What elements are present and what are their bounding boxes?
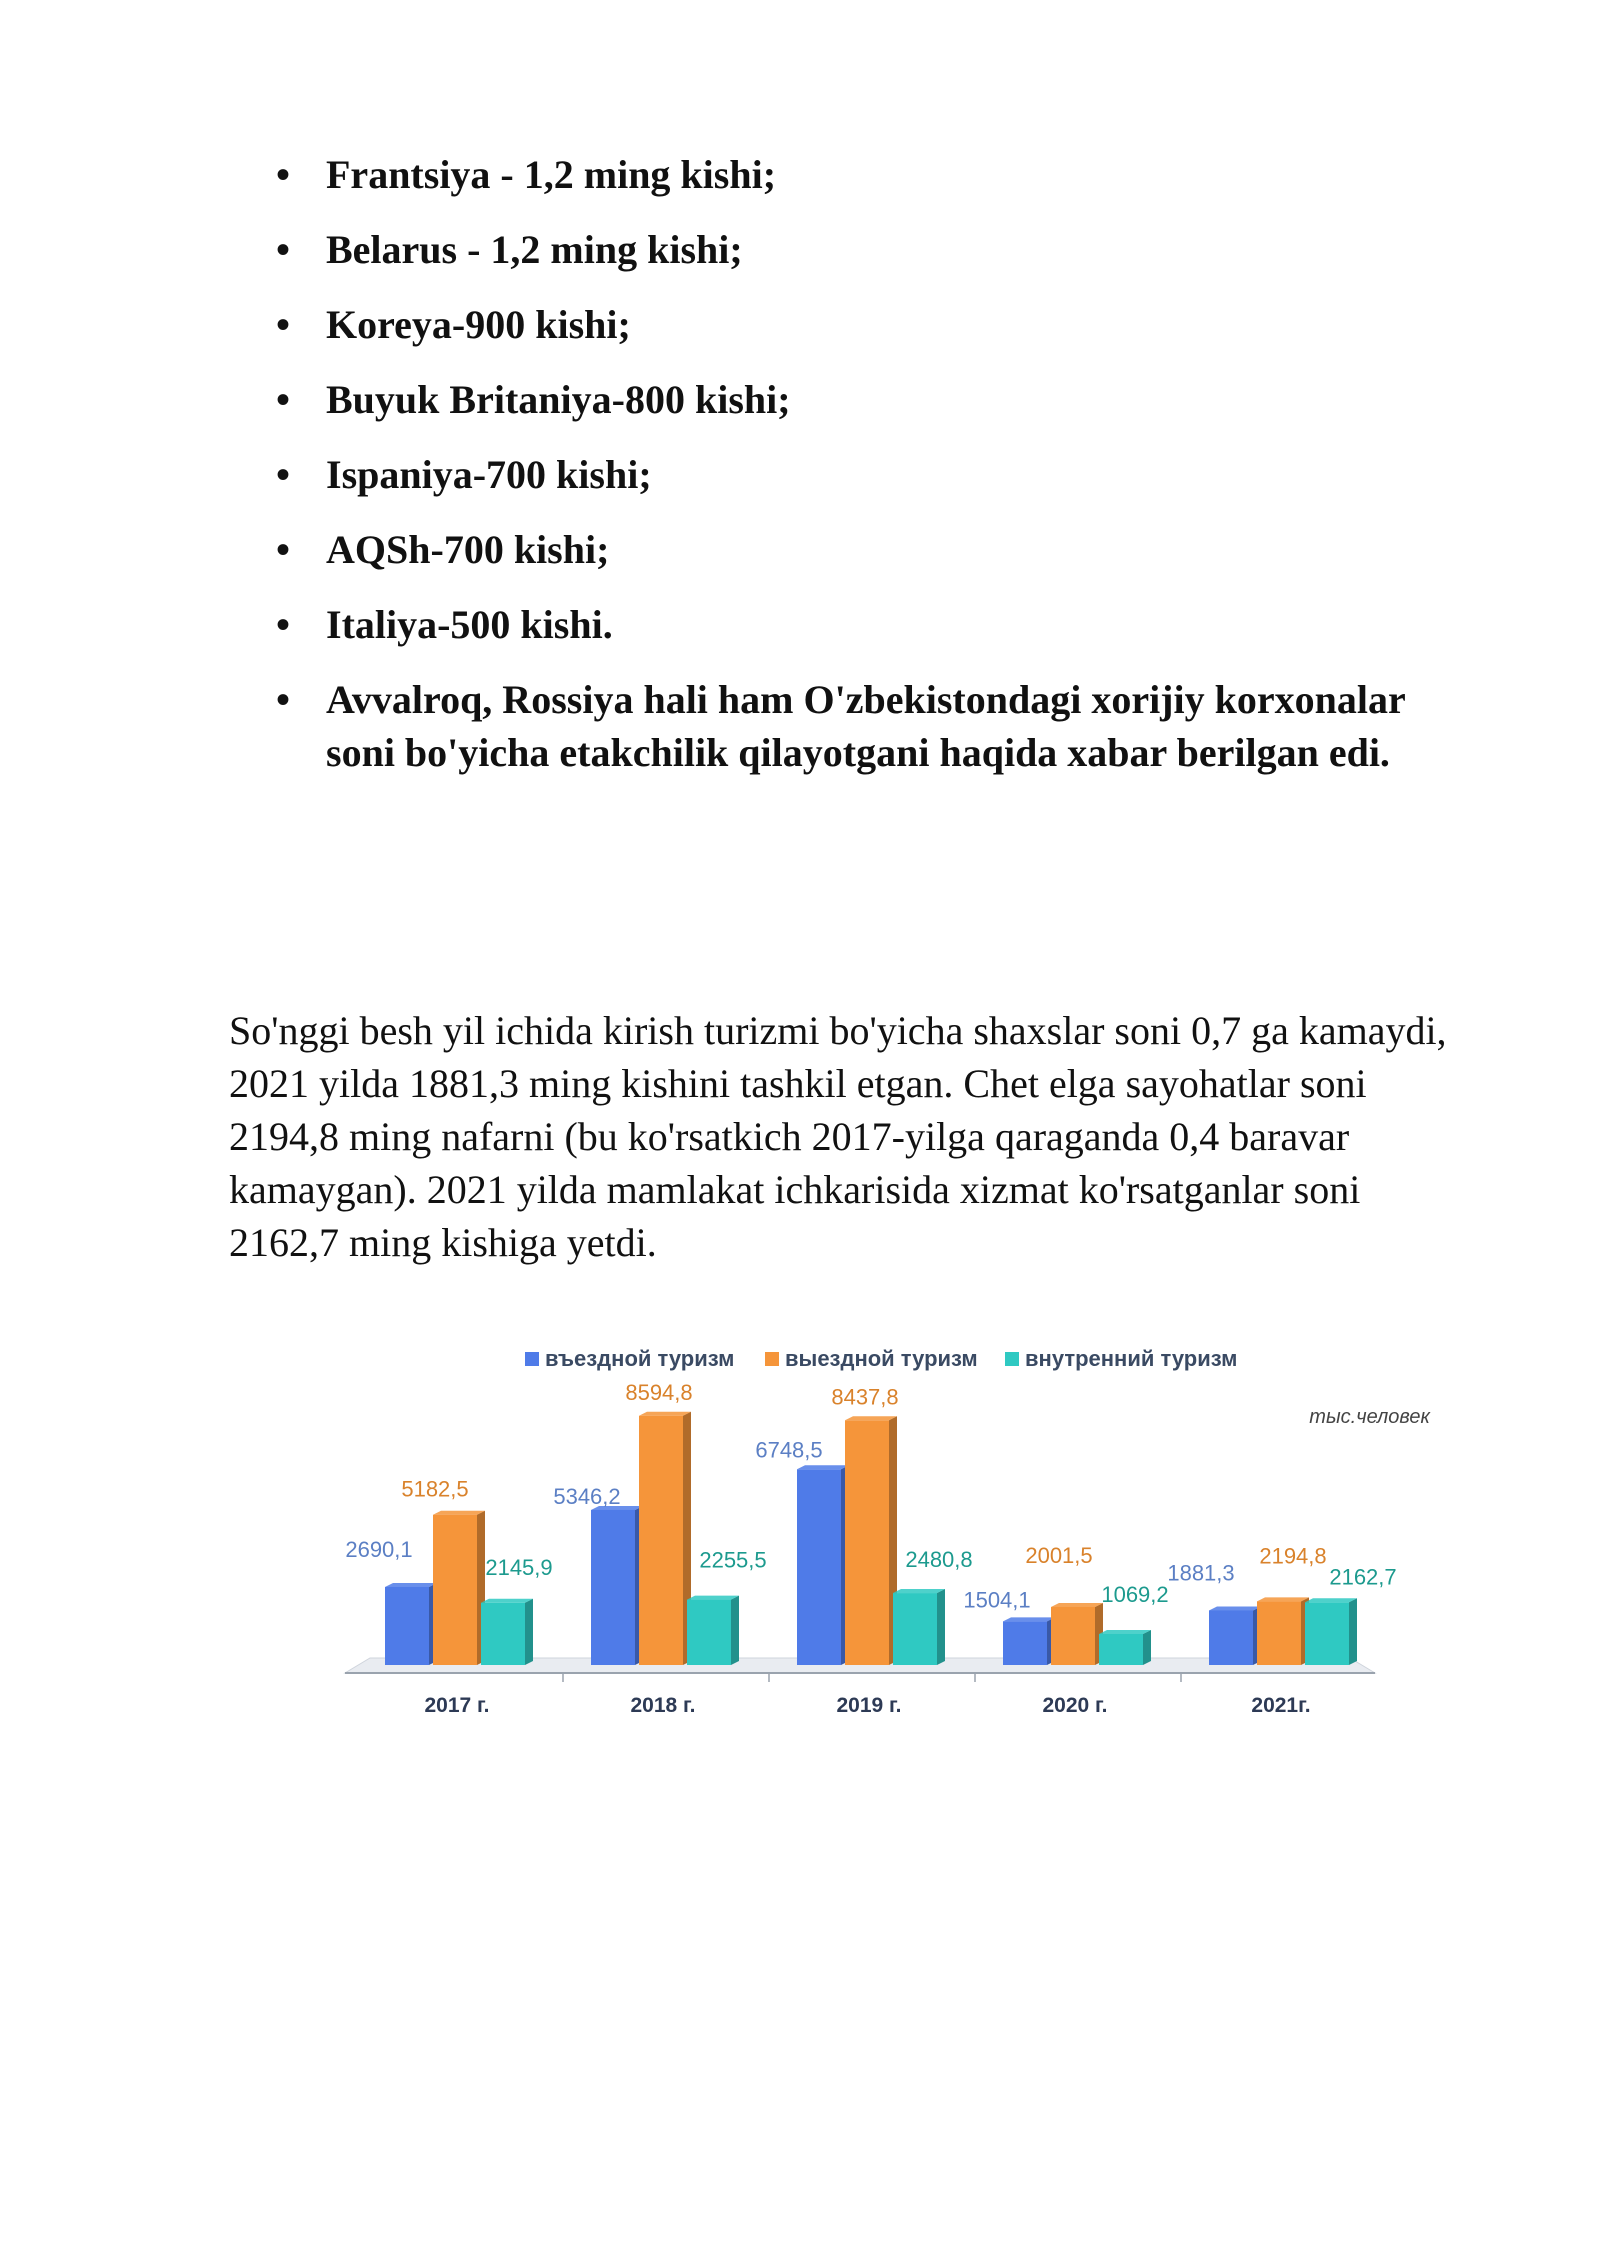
bar-side: [731, 1596, 739, 1665]
list-item: [266, 298, 1466, 351]
list-item: [266, 373, 1466, 426]
paragraph-line: So'nggi besh yil ichida kirish turizmi bo'yicha shaxslar soni 0,7 ga kamaydi, 2021 yilda 1881,3 ming kishini tashkil etgan. Chet elga sayohatlar soni: [229, 1008, 1447, 1106]
bullet-text: AQSh-700 kishi;: [326, 527, 610, 572]
tourism-bar-chart: [330, 1340, 1450, 1740]
category-label: 2021г.: [1251, 1694, 1311, 1717]
bar-top: [481, 1599, 533, 1603]
data-label: 2145,9: [485, 1554, 553, 1580]
data-label: 2194,8: [1259, 1543, 1327, 1569]
data-label: 2162,7: [1329, 1564, 1397, 1590]
country-bullet-list: [266, 148, 1466, 801]
bar-side: [1349, 1598, 1357, 1665]
category-label: 2020 г.: [1042, 1694, 1108, 1717]
data-label: 2480,8: [905, 1547, 973, 1573]
category-label: 2017 г.: [424, 1694, 490, 1717]
bar: [893, 1593, 937, 1665]
legend-entry: внутренний туризм: [1025, 1346, 1238, 1371]
data-label: 1504,1: [963, 1587, 1031, 1613]
data-label: 1069,2: [1101, 1581, 1169, 1607]
bar-top: [1051, 1603, 1103, 1607]
list-item: [266, 598, 1466, 651]
bar-side: [525, 1599, 533, 1665]
bar-top: [1305, 1598, 1357, 1602]
bar: [481, 1603, 525, 1665]
data-label: 2001,5: [1025, 1542, 1093, 1568]
legend-swatch: [765, 1352, 779, 1366]
data-label: 8594,8: [625, 1379, 693, 1405]
bar: [639, 1416, 683, 1665]
bullet-text: Ispaniya-700 kishi;: [326, 452, 652, 497]
data-label: 8437,8: [831, 1384, 899, 1410]
bar: [845, 1420, 889, 1665]
bar-top: [1209, 1606, 1261, 1610]
data-label: 6748,5: [755, 1437, 823, 1463]
bullet-icon: •: [276, 302, 291, 347]
category-label: 2019 г.: [836, 1694, 902, 1717]
list-item: [266, 523, 1466, 576]
bullet-text: Buyuk Britaniya-800 kishi;: [326, 377, 791, 422]
list-item: [266, 448, 1466, 501]
bullet-icon: •: [276, 152, 291, 197]
unit-label: тыс.человек: [1309, 1406, 1430, 1428]
bullet-text: Avvalroq, Rossiya hali ham O'zbekistondagi xorijiy korxonalar soni bo'yicha etakchilik qilayotgani haqida xabar berilgan edi.: [326, 677, 1406, 775]
bar-top: [893, 1589, 945, 1593]
bar: [1305, 1602, 1349, 1665]
data-label: 2690,1: [345, 1536, 413, 1562]
bar: [1051, 1607, 1095, 1665]
data-label: 5182,5: [401, 1476, 469, 1502]
bar-top: [1003, 1617, 1055, 1621]
bar: [433, 1515, 477, 1665]
bar: [385, 1587, 429, 1665]
legend-swatch: [525, 1352, 539, 1366]
bar-top: [1099, 1630, 1151, 1634]
bar-top: [1257, 1597, 1309, 1601]
bar-top: [385, 1583, 437, 1587]
bullet-icon: •: [276, 677, 291, 722]
bullet-text: Koreya-900 kishi;: [326, 302, 631, 347]
bullet-text: Frantsiya - 1,2 ming kishi;: [326, 152, 777, 197]
bar: [1209, 1610, 1253, 1665]
bar-top: [797, 1465, 849, 1469]
bar-top: [845, 1416, 897, 1420]
bar: [1003, 1621, 1047, 1665]
bar-top: [433, 1511, 485, 1515]
category-label: 2018 г.: [630, 1694, 696, 1717]
bullet-icon: •: [276, 377, 291, 422]
tourism-paragraph: [229, 1004, 1459, 1269]
bullet-icon: •: [276, 602, 291, 647]
list-item: [266, 673, 1466, 779]
bar: [591, 1510, 635, 1665]
bar-side: [937, 1589, 945, 1665]
data-label: 5346,2: [553, 1483, 621, 1509]
bullet-text: Belarus - 1,2 ming kishi;: [326, 227, 743, 272]
data-label: 1881,3: [1167, 1560, 1235, 1586]
bar: [687, 1600, 731, 1665]
paragraph-line: 2194,8 ming nafarni (bu ko'rsatkich 2017-yilga qaraganda 0,4 baravar kamaygan). 2021 yilda mamlakat ichkarisida xizmat ko'rsatganlar soni 2162,7 ming kishiga yetdi.: [229, 1114, 1361, 1265]
legend-swatch: [1005, 1352, 1019, 1366]
bar-side: [1143, 1630, 1151, 1665]
data-label: 2255,5: [699, 1547, 767, 1573]
list-item: [266, 223, 1466, 276]
bar: [1257, 1601, 1301, 1665]
bullet-icon: •: [276, 452, 291, 497]
bar: [1099, 1634, 1143, 1665]
bullet-icon: •: [276, 527, 291, 572]
bar: [797, 1469, 841, 1665]
bullet-text: Italiya-500 kishi.: [326, 602, 613, 647]
chart-canvas: [330, 1340, 1450, 1740]
list-item: [266, 148, 1466, 201]
legend-entry: выездной туризм: [785, 1346, 978, 1371]
legend-entry: въездной туризм: [545, 1346, 735, 1371]
bullet-icon: •: [276, 227, 291, 272]
bar-top: [687, 1596, 739, 1600]
bar-top: [639, 1412, 691, 1416]
